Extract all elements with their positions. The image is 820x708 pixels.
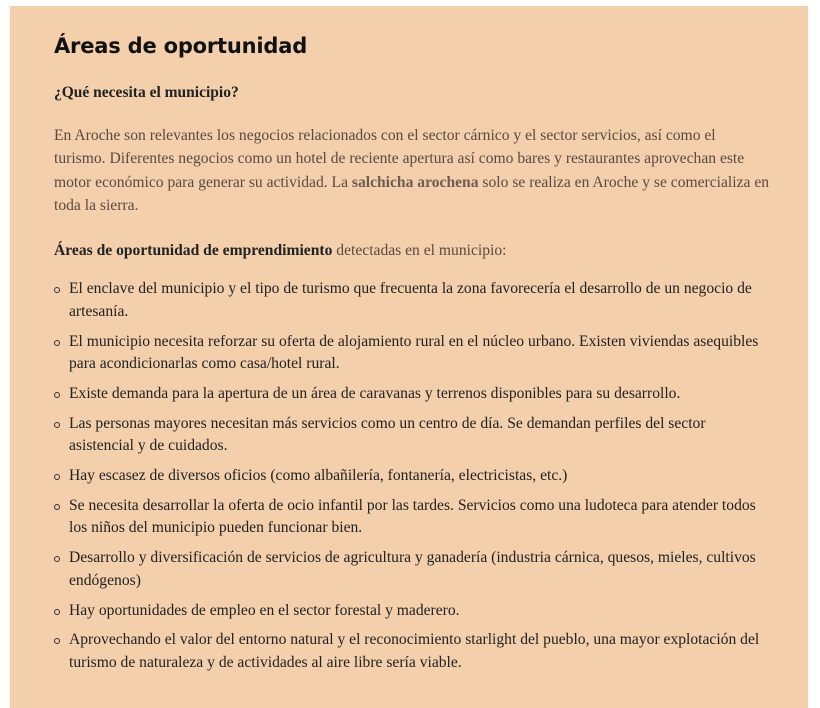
intro-paragraph (54, 124, 770, 217)
list-item-text: Hay escasez de diversos oficios (como albañilería, fontanería, electricistas, etc.) (69, 467, 568, 485)
bullet-icon (54, 609, 60, 615)
list-item-text: Desarrollo y diversificación de servicios de agricultura y ganadería (industria cárnica, quesos, mieles, cultivos endógenos) (69, 549, 756, 589)
list-item (54, 600, 770, 623)
list-item-text: Aprovechando el valor del entorno natural y el reconocimiento starlight del pueblo, una mayor explotación del turismo de naturaleza y de actividades al aire libre sería viable. (69, 631, 760, 671)
bullet-icon (54, 422, 60, 428)
bullet-icon (54, 638, 60, 644)
list-item (54, 465, 770, 488)
list-item (54, 413, 770, 458)
list-item (54, 547, 770, 592)
opportunities-bold: Áreas de oportunidad de emprendimiento (54, 242, 333, 260)
list-item (54, 278, 770, 323)
intro-text: En Aroche son relevantes los negocios relacionados con el sector cárnico y el sector servicios, así como el turismo. Diferentes negocios como un hotel de reciente apertura así como bares y restaurantes aprovechan este motor económico para generar su actividad. La (54, 127, 745, 191)
opportunities-text: detectadas en el municipio: (332, 242, 507, 260)
list-item (54, 383, 770, 406)
content (54, 34, 770, 682)
bullet-icon (54, 340, 60, 346)
list-item-text: El enclave del municipio y el tipo de turismo que frecuenta la zona favorecería el desarrollo de un negocio de artesanía. (69, 280, 752, 320)
page-title: Áreas de oportunidad (54, 34, 308, 58)
intro-bold: salchicha arochena (351, 173, 479, 191)
bullet-icon (54, 392, 60, 398)
bullet-icon (54, 287, 60, 293)
list-item (54, 331, 770, 376)
list-item (54, 495, 770, 540)
list-item-text: El municipio necesita reforzar su oferta de alojamiento rural en el núcleo urbano. Existen viviendas asequibles para acondicionarlas como casa/hotel rural. (69, 332, 759, 373)
section-question: ¿Qué necesita el municipio? (54, 84, 239, 101)
bullet-icon (54, 474, 60, 480)
list-item-text: Las personas mayores necesitan más servicios como un centro de día. Se demandan perfiles del sector asistencial y de cuidados. (69, 414, 706, 455)
opportunities-intro (54, 239, 770, 262)
bullet-icon (54, 556, 60, 562)
opportunity-list (54, 278, 770, 674)
list-item-text: Existe demanda para la apertura de un área de caravanas y terrenos disponibles para su desarrollo. (69, 385, 681, 403)
bullet-icon (54, 504, 60, 510)
intro-text-end: solo se realiza en Aroche y se comercializa en toda la sierra. (54, 173, 770, 214)
content-panel (10, 6, 808, 708)
list-item (54, 629, 770, 674)
list-item-text: Se necesita desarrollar la oferta de ocio infantil por las tardes. Servicios como una ludoteca para atender todos los niños del municipio pueden funcionar bien. (69, 496, 756, 537)
list-item-text: Hay oportunidades de empleo en el sector forestal y maderero. (69, 601, 460, 619)
